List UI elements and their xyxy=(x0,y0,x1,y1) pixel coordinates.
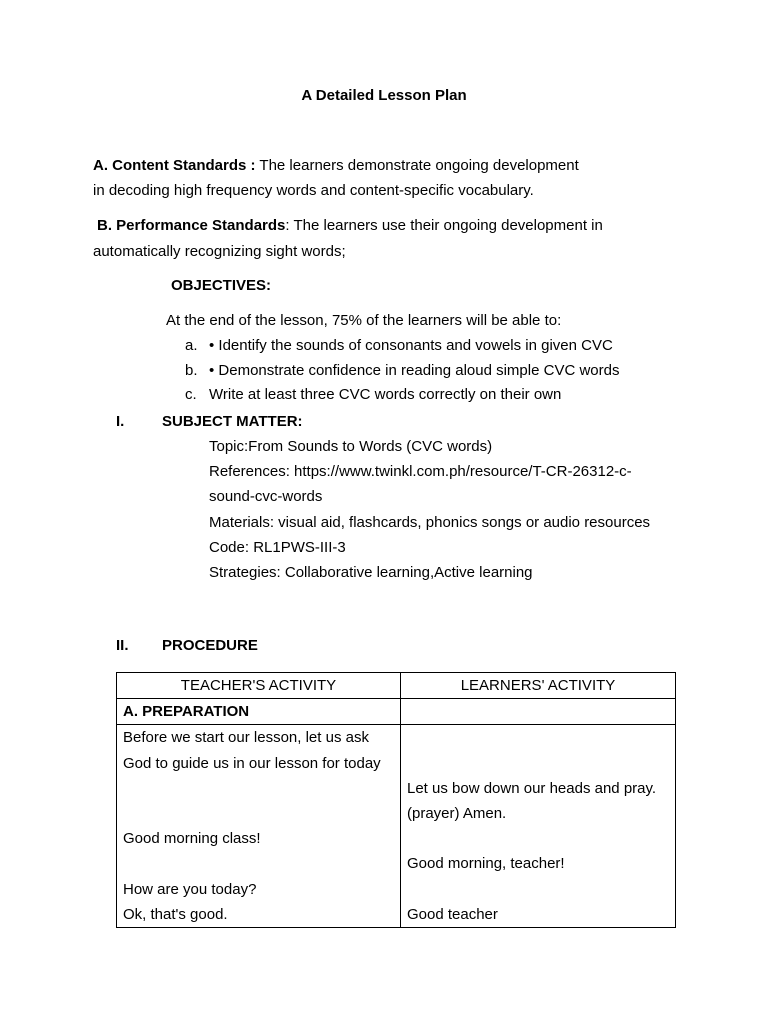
performance-standards-line2: automatically recognizing sight words; xyxy=(93,243,346,260)
teacher-line xyxy=(123,801,394,826)
objective-marker: b. xyxy=(185,361,198,379)
subject-matter-references: References: https://www.twinkl.com.ph/resource/T-CR-26312-c- xyxy=(209,463,632,480)
objective-text: • Identify the sounds of consonants and vowels in given CVC xyxy=(209,337,613,354)
table-section-row xyxy=(117,699,676,725)
learner-line: Good teacher xyxy=(407,905,498,923)
learner-line xyxy=(407,751,669,776)
objectives-list xyxy=(185,336,619,410)
learner-line xyxy=(407,877,669,902)
teacher-line: Before we start our lesson, let us ask xyxy=(123,729,369,747)
subject-matter-strategies: Strategies: Collaborative learning,Active learning xyxy=(209,564,533,581)
subject-matter-materials: Materials: visual aid, flashcards, phonics songs or audio resources xyxy=(209,514,651,531)
objective-marker: c. xyxy=(185,386,197,403)
objective-text: • Demonstrate confidence in reading aloud simple CVC words xyxy=(209,361,620,379)
performance-standards-text: : The learners use their ongoing development in xyxy=(285,217,603,234)
teacher-line xyxy=(123,776,394,801)
learner-line: (prayer) Amen. xyxy=(407,804,507,822)
learner-line xyxy=(407,725,669,750)
performance-standards-label: B. Performance Standards xyxy=(97,217,286,234)
content-standards-label: A. Content Standards : xyxy=(93,157,256,174)
content-standards-text: The learners demonstrate ongoing development xyxy=(255,157,579,174)
objective-text: Write at least three CVC words correctly on their own xyxy=(209,386,562,403)
performance-standards xyxy=(97,216,603,236)
teacher-activity-cell xyxy=(117,725,401,928)
subject-matter-heading: SUBJECT MATTER: xyxy=(162,413,303,430)
learner-activity-cell xyxy=(401,725,676,928)
objectives-heading: OBJECTIVES: xyxy=(171,277,272,294)
procedure-table xyxy=(116,672,676,928)
subject-matter-numeral: I. xyxy=(116,413,125,430)
objective-item xyxy=(185,385,619,410)
subject-matter-code: Code: RL1PWS-III-3 xyxy=(209,539,346,556)
teacher-line xyxy=(123,851,394,876)
teacher-line: Good morning class! xyxy=(123,830,261,848)
subject-matter-references-cont: sound-cvc-words xyxy=(209,488,323,505)
learner-line xyxy=(407,826,669,851)
teacher-activity-header: TEACHER'S ACTIVITY xyxy=(117,673,401,699)
content-standards-line2: in decoding high frequency words and content-specific vocabulary. xyxy=(93,182,534,199)
teacher-line: How are you today? xyxy=(123,880,257,898)
page-title: A Detailed Lesson Plan xyxy=(301,87,467,104)
subject-matter-topic: Topic:From Sounds to Words (CVC words) xyxy=(209,438,493,455)
teacher-line: God to guide us in our lesson for today xyxy=(123,754,381,772)
table-row xyxy=(117,725,676,928)
content-standards xyxy=(93,156,579,176)
preparation-section-label: A. PREPARATION xyxy=(117,699,401,725)
learner-line: Let us bow down our heads and pray. xyxy=(407,779,657,797)
teacher-line: Ok, that's good. xyxy=(123,905,228,923)
procedure-numeral: II. xyxy=(116,637,129,654)
objective-item xyxy=(185,336,619,361)
learners-activity-header: LEARNERS' ACTIVITY xyxy=(401,673,676,699)
objectives-intro: At the end of the lesson, 75% of the learners will be able to: xyxy=(166,312,562,329)
preparation-section-empty xyxy=(401,699,676,725)
objective-item xyxy=(185,361,619,386)
table-header-row xyxy=(117,673,676,699)
learner-line: Good morning, teacher! xyxy=(407,855,565,873)
objective-marker: a. xyxy=(185,337,198,354)
procedure-heading: PROCEDURE xyxy=(162,637,258,654)
